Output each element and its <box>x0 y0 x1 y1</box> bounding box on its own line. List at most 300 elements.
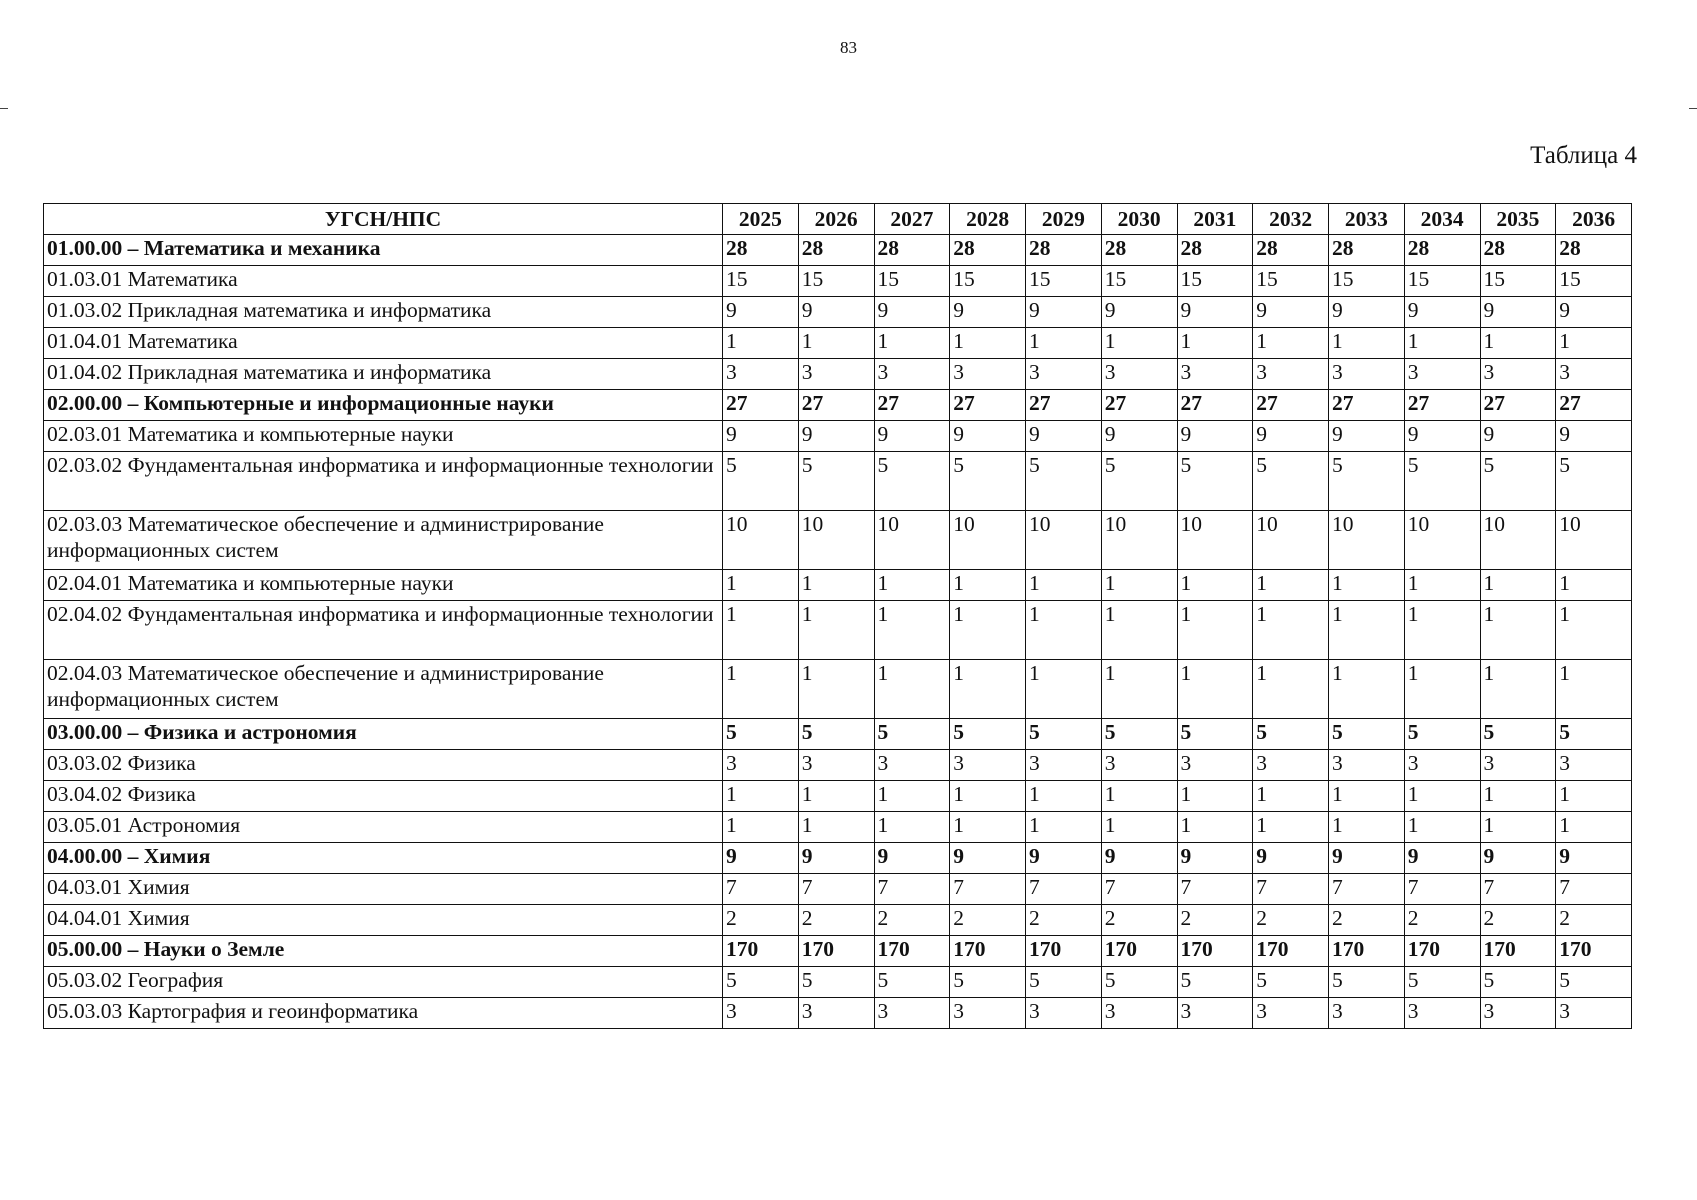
value-cell: 10 <box>1404 511 1480 570</box>
value-cell: 170 <box>1556 936 1632 967</box>
value-cell: 5 <box>1026 967 1102 998</box>
year-header: 2031 <box>1177 204 1253 235</box>
table-row <box>44 328 1632 359</box>
value-cell: 27 <box>1480 390 1556 421</box>
value-cell: 1 <box>1404 328 1480 359</box>
value-cell: 5 <box>950 719 1026 750</box>
value-cell: 3 <box>798 998 874 1029</box>
value-cell: 1 <box>1329 328 1405 359</box>
table-row <box>44 359 1632 390</box>
value-cell: 170 <box>1404 936 1480 967</box>
value-cell: 3 <box>723 359 799 390</box>
value-cell: 1 <box>1101 570 1177 601</box>
value-cell: 27 <box>723 390 799 421</box>
value-cell: 7 <box>874 874 950 905</box>
value-cell: 9 <box>798 421 874 452</box>
group-row <box>44 719 1632 750</box>
header-row <box>44 204 1632 235</box>
value-cell: 9 <box>874 421 950 452</box>
value-cell: 5 <box>1556 452 1632 511</box>
value-cell: 10 <box>723 511 799 570</box>
value-cell: 15 <box>1177 266 1253 297</box>
value-cell: 10 <box>874 511 950 570</box>
value-cell: 1 <box>874 601 950 660</box>
value-cell: 15 <box>874 266 950 297</box>
value-cell: 9 <box>1329 297 1405 328</box>
group-name-cell: 02.00.00 – Компьютерные и информационные науки <box>44 390 723 421</box>
table-row <box>44 601 1632 660</box>
value-cell: 5 <box>1101 452 1177 511</box>
value-cell: 1 <box>1329 660 1405 719</box>
value-cell: 1 <box>1177 660 1253 719</box>
value-cell: 5 <box>1556 967 1632 998</box>
value-cell: 2 <box>1177 905 1253 936</box>
value-cell: 28 <box>1329 235 1405 266</box>
value-cell: 3 <box>1329 998 1405 1029</box>
value-cell: 1 <box>1404 601 1480 660</box>
value-cell: 1 <box>1026 781 1102 812</box>
group-row <box>44 235 1632 266</box>
table-row <box>44 660 1632 719</box>
value-cell: 9 <box>1101 843 1177 874</box>
value-cell: 9 <box>1556 297 1632 328</box>
value-cell: 1 <box>1253 781 1329 812</box>
value-cell: 9 <box>798 297 874 328</box>
value-cell: 9 <box>1177 421 1253 452</box>
program-name-cell: 05.03.02 География <box>44 967 723 998</box>
value-cell: 27 <box>874 390 950 421</box>
value-cell: 1 <box>1253 328 1329 359</box>
value-cell: 7 <box>1253 874 1329 905</box>
value-cell: 1 <box>950 601 1026 660</box>
value-cell: 9 <box>874 297 950 328</box>
value-cell: 9 <box>1404 421 1480 452</box>
value-cell: 9 <box>1101 421 1177 452</box>
value-cell: 3 <box>1177 359 1253 390</box>
value-cell: 5 <box>798 719 874 750</box>
value-cell: 3 <box>1404 750 1480 781</box>
table-row <box>44 967 1632 998</box>
value-cell: 1 <box>874 660 950 719</box>
value-cell: 5 <box>874 967 950 998</box>
value-cell: 2 <box>1556 905 1632 936</box>
value-cell: 3 <box>1177 750 1253 781</box>
value-cell: 3 <box>1101 998 1177 1029</box>
value-cell: 15 <box>1101 266 1177 297</box>
value-cell: 1 <box>950 781 1026 812</box>
value-cell: 9 <box>1253 297 1329 328</box>
value-cell: 3 <box>874 750 950 781</box>
value-cell: 5 <box>1101 719 1177 750</box>
value-cell: 15 <box>1253 266 1329 297</box>
value-cell: 5 <box>1480 719 1556 750</box>
value-cell: 5 <box>950 452 1026 511</box>
value-cell: 1 <box>950 660 1026 719</box>
value-cell: 10 <box>798 511 874 570</box>
value-cell: 1 <box>723 328 799 359</box>
value-cell: 3 <box>874 998 950 1029</box>
value-cell: 3 <box>950 750 1026 781</box>
value-cell: 15 <box>1404 266 1480 297</box>
value-cell: 1 <box>1101 660 1177 719</box>
value-cell: 3 <box>1404 359 1480 390</box>
value-cell: 1 <box>1177 812 1253 843</box>
value-cell: 1 <box>874 328 950 359</box>
program-name-cell: 01.04.02 Прикладная математика и информатика <box>44 359 723 390</box>
value-cell: 3 <box>950 359 1026 390</box>
value-cell: 5 <box>1026 719 1102 750</box>
value-cell: 1 <box>874 812 950 843</box>
program-name-cell: 02.04.02 Фундаментальная информатика и информационные технологии <box>44 601 723 660</box>
value-cell: 5 <box>1404 967 1480 998</box>
value-cell: 1 <box>950 570 1026 601</box>
value-cell: 27 <box>1556 390 1632 421</box>
value-cell: 1 <box>1556 328 1632 359</box>
value-cell: 5 <box>1556 719 1632 750</box>
value-cell: 5 <box>1101 967 1177 998</box>
value-cell: 5 <box>1404 719 1480 750</box>
value-cell: 9 <box>950 297 1026 328</box>
value-cell: 1 <box>798 781 874 812</box>
value-cell: 9 <box>1026 843 1102 874</box>
year-header: 2025 <box>723 204 799 235</box>
value-cell: 3 <box>1556 750 1632 781</box>
table-row <box>44 812 1632 843</box>
value-cell: 1 <box>1329 781 1405 812</box>
value-cell: 5 <box>1026 452 1102 511</box>
value-cell: 28 <box>950 235 1026 266</box>
value-cell: 27 <box>1026 390 1102 421</box>
value-cell: 2 <box>950 905 1026 936</box>
value-cell: 170 <box>1329 936 1405 967</box>
program-name-cell: 02.03.01 Математика и компьютерные науки <box>44 421 723 452</box>
table-row <box>44 874 1632 905</box>
value-cell: 1 <box>1404 660 1480 719</box>
value-cell: 3 <box>723 998 799 1029</box>
value-cell: 3 <box>1480 750 1556 781</box>
value-cell: 9 <box>1329 421 1405 452</box>
value-cell: 170 <box>874 936 950 967</box>
value-cell: 5 <box>1329 719 1405 750</box>
value-cell: 27 <box>1329 390 1405 421</box>
value-cell: 9 <box>1556 843 1632 874</box>
value-cell: 5 <box>1177 452 1253 511</box>
table-row <box>44 297 1632 328</box>
value-cell: 9 <box>1253 843 1329 874</box>
value-cell: 170 <box>1177 936 1253 967</box>
value-cell: 5 <box>798 967 874 998</box>
year-header: 2030 <box>1101 204 1177 235</box>
value-cell: 5 <box>1177 967 1253 998</box>
value-cell: 9 <box>1101 297 1177 328</box>
table-row <box>44 452 1632 511</box>
value-cell: 9 <box>723 421 799 452</box>
value-cell: 1 <box>1177 570 1253 601</box>
value-cell: 28 <box>1177 235 1253 266</box>
value-cell: 1 <box>1177 328 1253 359</box>
value-cell: 15 <box>798 266 874 297</box>
value-cell: 1 <box>1101 328 1177 359</box>
program-name-cell: 01.03.02 Прикладная математика и информатика <box>44 297 723 328</box>
group-name-cell: 05.00.00 – Науки о Земле <box>44 936 723 967</box>
value-cell: 7 <box>1404 874 1480 905</box>
value-cell: 1 <box>950 812 1026 843</box>
table-row <box>44 511 1632 570</box>
program-name-cell: 02.03.03 Математическое обеспечение и администрирование информационных систем <box>44 511 723 570</box>
value-cell: 170 <box>1253 936 1329 967</box>
year-header: 2028 <box>950 204 1026 235</box>
value-cell: 1 <box>1404 781 1480 812</box>
value-cell: 1 <box>1177 781 1253 812</box>
group-row <box>44 936 1632 967</box>
value-cell: 3 <box>1329 359 1405 390</box>
value-cell: 170 <box>950 936 1026 967</box>
year-header: 2029 <box>1026 204 1102 235</box>
value-cell: 3 <box>798 359 874 390</box>
value-cell: 1 <box>1253 812 1329 843</box>
value-cell: 7 <box>1329 874 1405 905</box>
value-cell: 10 <box>1026 511 1102 570</box>
value-cell: 1 <box>1480 328 1556 359</box>
value-cell: 5 <box>1480 967 1556 998</box>
value-cell: 3 <box>1253 359 1329 390</box>
group-row <box>44 843 1632 874</box>
value-cell: 27 <box>1177 390 1253 421</box>
value-cell: 7 <box>1101 874 1177 905</box>
table-row <box>44 266 1632 297</box>
value-cell: 10 <box>1480 511 1556 570</box>
group-name-cell: 01.00.00 – Математика и механика <box>44 235 723 266</box>
value-cell: 9 <box>950 843 1026 874</box>
program-name-cell: 03.05.01 Астрономия <box>44 812 723 843</box>
value-cell: 9 <box>1480 421 1556 452</box>
value-cell: 1 <box>1101 812 1177 843</box>
value-cell: 10 <box>1177 511 1253 570</box>
value-cell: 2 <box>723 905 799 936</box>
program-name-cell: 01.03.01 Математика <box>44 266 723 297</box>
value-cell: 27 <box>1404 390 1480 421</box>
value-cell: 3 <box>1026 750 1102 781</box>
page-number: 83 <box>840 38 857 57</box>
admissions-table <box>43 203 1632 1029</box>
value-cell: 1 <box>874 781 950 812</box>
value-cell: 5 <box>1404 452 1480 511</box>
program-name-cell: 04.04.01 Химия <box>44 905 723 936</box>
program-name-cell: 01.04.01 Математика <box>44 328 723 359</box>
value-cell: 1 <box>1480 812 1556 843</box>
value-cell: 1 <box>723 781 799 812</box>
value-cell: 1 <box>1177 601 1253 660</box>
value-cell: 170 <box>723 936 799 967</box>
value-cell: 1 <box>1404 812 1480 843</box>
value-cell: 1 <box>1480 570 1556 601</box>
value-cell: 9 <box>1026 297 1102 328</box>
value-cell: 2 <box>874 905 950 936</box>
value-cell: 1 <box>1026 328 1102 359</box>
value-cell: 170 <box>798 936 874 967</box>
year-header: 2026 <box>798 204 874 235</box>
value-cell: 9 <box>1404 297 1480 328</box>
value-cell: 1 <box>1026 601 1102 660</box>
value-cell: 3 <box>1329 750 1405 781</box>
program-name-cell: 02.04.03 Математическое обеспечение и администрирование информационных систем <box>44 660 723 719</box>
value-cell: 3 <box>874 359 950 390</box>
value-cell: 5 <box>874 452 950 511</box>
header-label: УГСН/НПС <box>44 204 723 235</box>
table-row <box>44 998 1632 1029</box>
value-cell: 27 <box>798 390 874 421</box>
value-cell: 2 <box>1480 905 1556 936</box>
value-cell: 3 <box>1556 998 1632 1029</box>
value-cell: 5 <box>1253 719 1329 750</box>
value-cell: 3 <box>1253 998 1329 1029</box>
value-cell: 10 <box>950 511 1026 570</box>
value-cell: 1 <box>1556 812 1632 843</box>
value-cell: 7 <box>1480 874 1556 905</box>
value-cell: 9 <box>723 297 799 328</box>
value-cell: 2 <box>1329 905 1405 936</box>
right-edge-mark <box>1689 108 1697 109</box>
value-cell: 7 <box>950 874 1026 905</box>
value-cell: 1 <box>723 570 799 601</box>
value-cell: 7 <box>798 874 874 905</box>
value-cell: 9 <box>874 843 950 874</box>
year-header: 2033 <box>1329 204 1405 235</box>
value-cell: 3 <box>798 750 874 781</box>
value-cell: 9 <box>1480 297 1556 328</box>
value-cell: 9 <box>1177 843 1253 874</box>
value-cell: 3 <box>723 750 799 781</box>
value-cell: 28 <box>1480 235 1556 266</box>
value-cell: 2 <box>1026 905 1102 936</box>
value-cell: 9 <box>798 843 874 874</box>
value-cell: 170 <box>1480 936 1556 967</box>
value-cell: 1 <box>798 812 874 843</box>
value-cell: 28 <box>1026 235 1102 266</box>
value-cell: 9 <box>950 421 1026 452</box>
value-cell: 15 <box>1329 266 1405 297</box>
value-cell: 3 <box>950 998 1026 1029</box>
value-cell: 3 <box>1177 998 1253 1029</box>
value-cell: 3 <box>1101 750 1177 781</box>
year-header: 2032 <box>1253 204 1329 235</box>
value-cell: 10 <box>1253 511 1329 570</box>
value-cell: 10 <box>1329 511 1405 570</box>
table-row <box>44 750 1632 781</box>
program-name-cell: 03.04.02 Физика <box>44 781 723 812</box>
value-cell: 5 <box>1177 719 1253 750</box>
value-cell: 1 <box>874 570 950 601</box>
value-cell: 2 <box>1101 905 1177 936</box>
value-cell: 1 <box>1253 660 1329 719</box>
value-cell: 28 <box>723 235 799 266</box>
value-cell: 3 <box>1404 998 1480 1029</box>
value-cell: 28 <box>1404 235 1480 266</box>
year-header: 2034 <box>1404 204 1480 235</box>
value-cell: 27 <box>950 390 1026 421</box>
value-cell: 5 <box>1253 452 1329 511</box>
left-edge-mark <box>0 108 8 109</box>
value-cell: 10 <box>1101 511 1177 570</box>
value-cell: 2 <box>1253 905 1329 936</box>
value-cell: 28 <box>1253 235 1329 266</box>
value-cell: 1 <box>798 328 874 359</box>
value-cell: 1 <box>1329 601 1405 660</box>
value-cell: 1 <box>1556 601 1632 660</box>
value-cell: 1 <box>1101 601 1177 660</box>
value-cell: 170 <box>1101 936 1177 967</box>
value-cell: 1 <box>1480 601 1556 660</box>
value-cell: 9 <box>1329 843 1405 874</box>
value-cell: 1 <box>798 570 874 601</box>
program-name-cell: 03.03.02 Физика <box>44 750 723 781</box>
value-cell: 7 <box>1556 874 1632 905</box>
value-cell: 28 <box>874 235 950 266</box>
value-cell: 5 <box>1480 452 1556 511</box>
table-row <box>44 781 1632 812</box>
value-cell: 5 <box>1329 452 1405 511</box>
value-cell: 3 <box>1480 998 1556 1029</box>
value-cell: 5 <box>1329 967 1405 998</box>
value-cell: 9 <box>1253 421 1329 452</box>
value-cell: 1 <box>1026 660 1102 719</box>
program-name-cell: 04.03.01 Химия <box>44 874 723 905</box>
value-cell: 7 <box>1026 874 1102 905</box>
value-cell: 5 <box>1253 967 1329 998</box>
value-cell: 1 <box>723 601 799 660</box>
value-cell: 7 <box>1177 874 1253 905</box>
value-cell: 1 <box>1556 570 1632 601</box>
value-cell: 2 <box>1404 905 1480 936</box>
value-cell: 1 <box>1329 570 1405 601</box>
group-name-cell: 04.00.00 – Химия <box>44 843 723 874</box>
value-cell: 5 <box>798 452 874 511</box>
value-cell: 1 <box>1101 781 1177 812</box>
value-cell: 28 <box>1556 235 1632 266</box>
program-name-cell: 02.04.01 Математика и компьютерные науки <box>44 570 723 601</box>
value-cell: 15 <box>1556 266 1632 297</box>
value-cell: 1 <box>950 328 1026 359</box>
group-name-cell: 03.00.00 – Физика и астрономия <box>44 719 723 750</box>
group-row <box>44 390 1632 421</box>
value-cell: 15 <box>950 266 1026 297</box>
value-cell: 9 <box>1404 843 1480 874</box>
value-cell: 1 <box>798 660 874 719</box>
table-caption: Таблица 4 <box>1530 142 1637 169</box>
value-cell: 2 <box>798 905 874 936</box>
table-row <box>44 570 1632 601</box>
year-header: 2036 <box>1556 204 1632 235</box>
program-name-cell: 02.03.02 Фундаментальная информатика и информационные технологии <box>44 452 723 511</box>
table-row <box>44 905 1632 936</box>
value-cell: 5 <box>723 452 799 511</box>
value-cell: 1 <box>723 812 799 843</box>
value-cell: 3 <box>1026 998 1102 1029</box>
value-cell: 1 <box>1026 570 1102 601</box>
value-cell: 1 <box>1480 660 1556 719</box>
value-cell: 15 <box>723 266 799 297</box>
value-cell: 1 <box>1480 781 1556 812</box>
value-cell: 15 <box>1480 266 1556 297</box>
value-cell: 3 <box>1101 359 1177 390</box>
table-row <box>44 421 1632 452</box>
value-cell: 1 <box>723 660 799 719</box>
value-cell: 1 <box>1329 812 1405 843</box>
value-cell: 9 <box>1026 421 1102 452</box>
value-cell: 1 <box>1556 781 1632 812</box>
year-header: 2035 <box>1480 204 1556 235</box>
year-header: 2027 <box>874 204 950 235</box>
